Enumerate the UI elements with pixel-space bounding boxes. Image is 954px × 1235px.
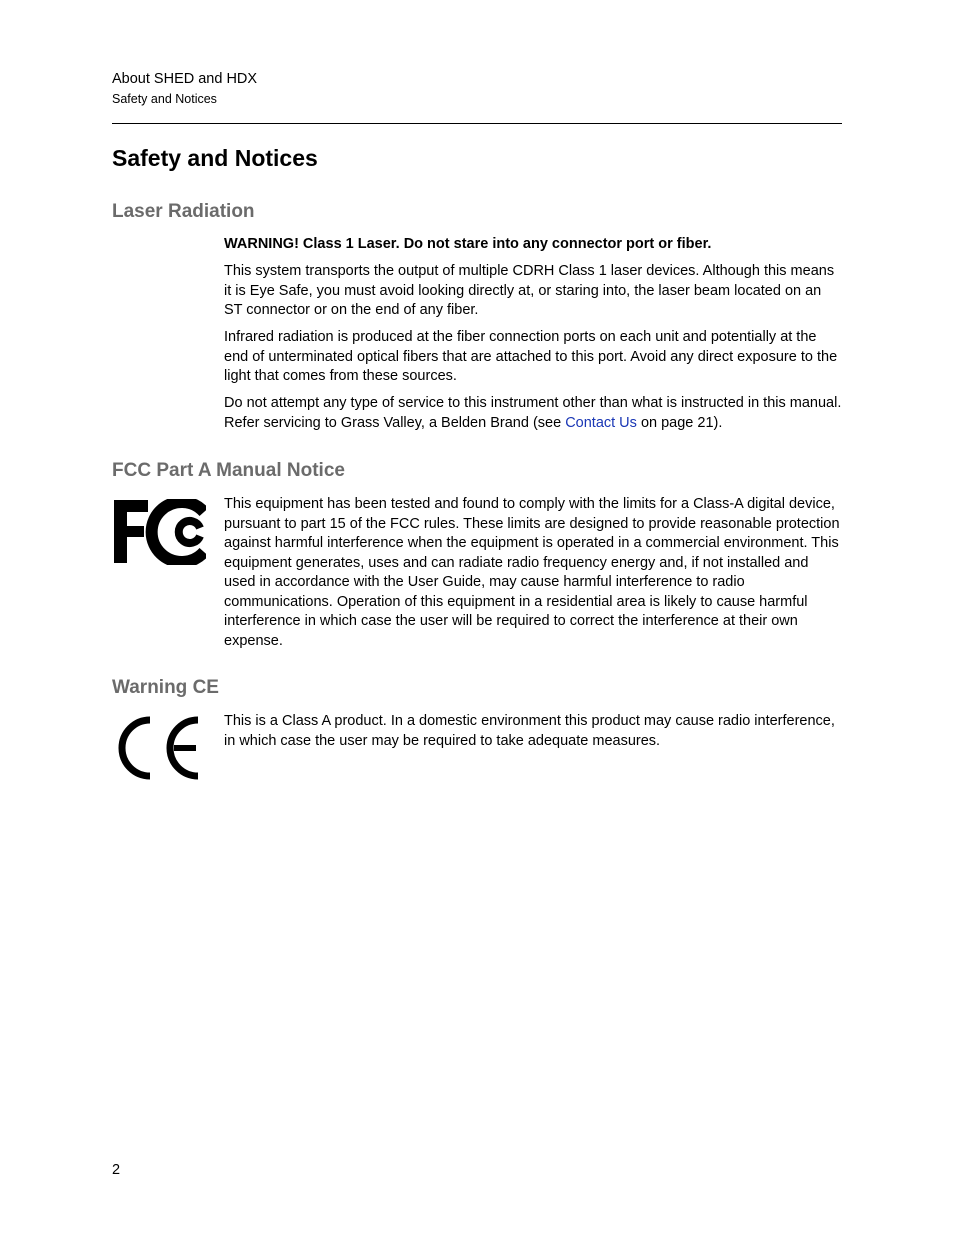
fcc-section-title: FCC Part A Manual Notice: [112, 460, 345, 481]
contact-us-link[interactable]: Contact Us: [565, 414, 637, 431]
ce-section-body: [224, 712, 842, 759]
page-title: Safety and Notices: [112, 145, 318, 171]
running-header: [112, 70, 257, 108]
laser-section-body: [224, 235, 842, 441]
laser-warning: WARNING! Class 1 Laser. Do not stare into any connector port or fiber.: [224, 236, 712, 252]
laser-paragraph-2: Infrared radiation is produced at the fiber connection ports on each unit and potentially at the end of unterminated optical fibers that are attached to this port. Avoid any direct exposure to the light that comes from these sources.: [224, 329, 838, 384]
laser-paragraph-3: [224, 394, 842, 433]
laser-section-title: Laser Radiation: [112, 201, 255, 222]
page-number: 2: [112, 1162, 121, 1178]
header-divider: [112, 123, 842, 124]
header-section: Safety and Notices: [112, 92, 217, 106]
ce-section-title: Warning CE: [112, 677, 219, 698]
laser-paragraph-1: This system transports the output of multiple CDRH Class 1 laser devices. Although this means it is Eye Safe, you must avoid looking directly at, or staring into, the laser beam located on an ST connector or on the end of any fiber.: [224, 263, 835, 318]
laser-paragraph-3-text: Do not attempt any type of service to this instrument other than what is instructed in this manual. Refer servicing to Grass Valley, a Belden Brand (see: [224, 395, 842, 431]
ce-notice-text: This is a Class A product. In a domestic environment this product may cause radio interference, in which case the user may be required to take adequate measures.: [224, 713, 835, 749]
laser-paragraph-3-tail: on page 21).: [636, 414, 723, 431]
ce-mark-icon: [116, 716, 202, 780]
fcc-logo-icon: [112, 499, 206, 565]
fcc-section-body: [224, 495, 842, 659]
fcc-notice-text: This equipment has been tested and found to comply with the limits for a Class-A digital device, pursuant to part 15 of the FCC rules. These limits are designed to provide reasonable protection against harmful interference when the equipment is operated in a commercial environment. This equipment generates, uses and can radiate radio frequency energy and, if not installed and used in accordance with the User Guide, may cause harmful interference to radio communications. Operation of this equipment in a residential area is likely to cause harmful interference in which case the user will be required to correct the interference at their own expense.: [224, 496, 840, 649]
header-chapter: About SHED and HDX: [112, 71, 258, 87]
